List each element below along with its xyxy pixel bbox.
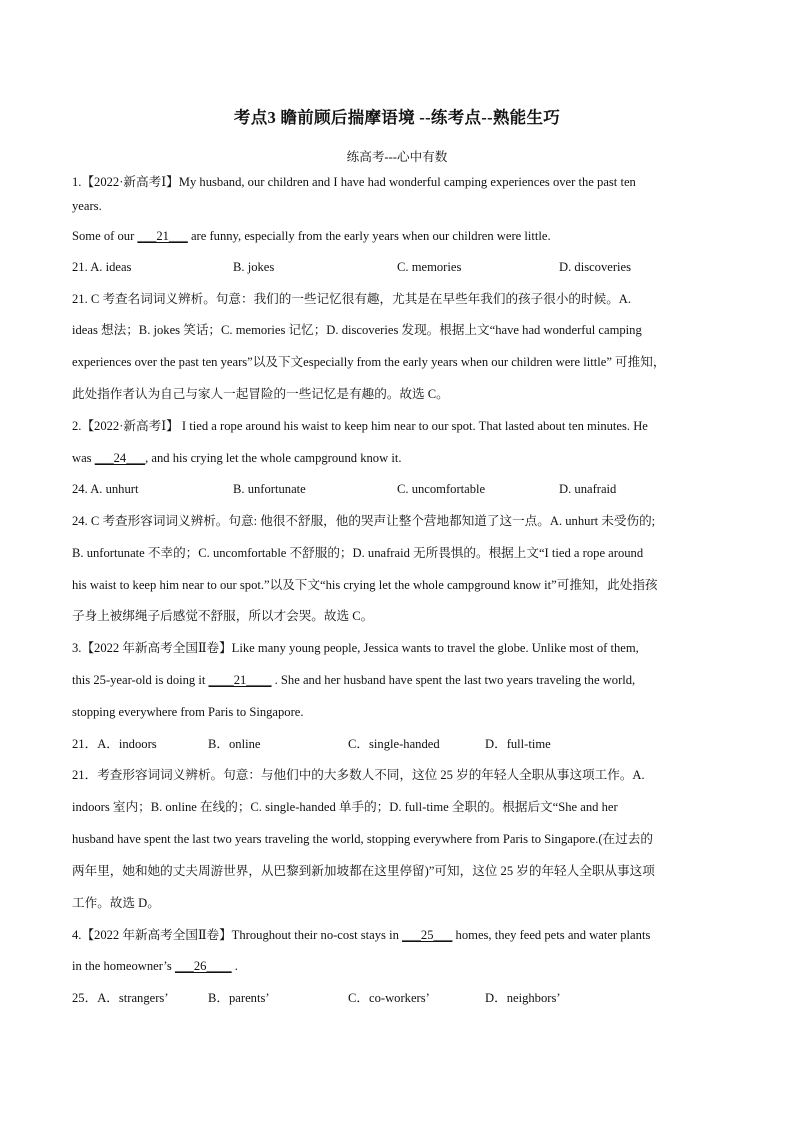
- q4-stem-line-1: [72, 926, 724, 944]
- q2-text-before: was: [72, 451, 95, 465]
- q1-stem-line-2: years.: [72, 199, 102, 213]
- q4-options: [72, 989, 724, 1007]
- q1-answer-line-4: 此处指作者认为自己与家人一起冒险的一些记忆是有趣的。故选 C。: [72, 387, 449, 401]
- q3-option-d: D．full-time: [485, 737, 551, 751]
- q3-answer-line-1: 21．考查形容词词义辨析。句意：与他们中的大多数人不同，这位 25 岁的年轻人全职从事这项工作。A.: [72, 768, 645, 782]
- q1-answer-line-3: experiences over the past ten years”以及下文especially from the early years when our children were little” 可推知，: [72, 355, 666, 369]
- q3-stem-line-3: stopping everywhere from Paris to Singapore.: [72, 705, 304, 719]
- q4-text-before: 4.【2022 年新高考全国Ⅱ卷】Throughout their no-cost stays in: [72, 928, 403, 942]
- q1-text-before: Some of our: [72, 229, 138, 243]
- q3-answer-line-5: 工作。故选 D。: [72, 896, 160, 910]
- q4-option-b: B．parents’: [208, 991, 270, 1005]
- q3-blank: ____21____: [208, 673, 272, 687]
- q2-option-a: 24. A. unhurt: [72, 482, 139, 496]
- q2-stem-line-2: [72, 449, 724, 467]
- q1-option-b: B. jokes: [233, 260, 275, 274]
- q2-text-after: , and his crying let the whole campground know it.: [145, 451, 402, 465]
- q1-options: [72, 258, 724, 276]
- q2-answer-line-3: his waist to keep him near to our spot.”以及下文“his crying let the whole campground know it”可推知，此处指孩: [72, 578, 658, 592]
- q1-answer-line-1: 21. C 考查名词词义辨析。句意：我们的一些记忆很有趣，尤其是在早些年我们的孩子很小的时候。A.: [72, 292, 632, 306]
- q3-answer-line-4: 两年里，她和她的丈夫周游世界，从巴黎到新加坡都在这里停留)”可知，这位 25 岁的年轻人全职从事这项: [72, 864, 655, 878]
- q2-options: [72, 480, 724, 498]
- q1-option-a: 21. A. ideas: [72, 260, 132, 274]
- q4-option-d: D．neighbors’: [485, 991, 561, 1005]
- q4-blank-25: ___25___: [402, 928, 453, 942]
- q2-answer-line-4: 子身上被绑绳子后感觉不舒服，所以才会哭。故选 C。: [72, 609, 374, 623]
- q2-blank: ___24___: [94, 451, 146, 465]
- q4-text-after: homes, they feed pets and water plants: [452, 928, 651, 942]
- q3-text-before: this 25-year-old is doing it: [72, 673, 209, 687]
- q4-text-after-2: .: [231, 959, 238, 973]
- q3-option-a: 21．A．indoors: [72, 737, 157, 751]
- page-subtitle: 练高考---心中有数: [346, 150, 448, 164]
- q3-stem-line-2: [72, 671, 724, 689]
- q4-option-a: 25．A．strangers’: [72, 991, 169, 1005]
- q3-stem-line-1: 3.【2022 年新高考全国Ⅱ卷】Like many young people, Jessica wants to travel the globe. Unlike most of them,: [72, 641, 639, 655]
- q3-answer-line-3: husband have spent the last two years traveling the world, stopping everywhere from Paris to Singapore.(在过去的: [72, 832, 653, 846]
- q2-option-c: C. uncomfortable: [397, 482, 486, 496]
- q4-option-c: C．co-workers’: [348, 991, 430, 1005]
- q2-stem-line-1: 2.【2022·新高考Ⅰ】 I tied a rope around his waist to keep him near to our spot. That lasted about ten minutes. He: [72, 419, 648, 433]
- q3-answer-line-2: indoors 室内；B. online 在线的；C. single-handed 单手的；D. full-time 全职的。根据后文“She and her: [72, 800, 618, 814]
- q2-answer-line-2: B. unfortunate 不幸的；C. uncomfortable 不舒服的；D. unafraid 无所畏惧的。根据上文“I tied a rope around: [72, 546, 644, 560]
- q2-option-b: B. unfortunate: [233, 482, 306, 496]
- q3-option-c: C．single-handed: [348, 737, 440, 751]
- q2-option-d: D. unafraid: [559, 482, 617, 496]
- q4-stem-line-2: [72, 957, 724, 975]
- q1-stem-line-1: 1.【2022·新高考Ⅰ】My husband, our children and I have had wonderful camping experiences over the past ten: [72, 175, 636, 189]
- q3-text-after: . She and her husband have spent the last two years traveling the world,: [271, 673, 636, 687]
- q4-text-before-2: in the homeowner’s: [72, 959, 175, 973]
- q1-option-c: C. memories: [397, 260, 462, 274]
- q1-text-after: are funny, especially from the early years when our children were little.: [187, 229, 551, 243]
- q1-blank: ___21___: [137, 229, 188, 243]
- q3-options: [72, 735, 724, 753]
- q1-option-d: D. discoveries: [559, 260, 632, 274]
- q3-option-b: B．online: [208, 737, 261, 751]
- q4-blank-26: ___26____: [174, 959, 232, 973]
- q1-answer-line-2: ideas 想法；B. jokes 笑话；C. memories 记忆；D. discoveries 发现。根据上文“have had wonderful camping: [72, 323, 642, 337]
- page-title: 考点3 瞻前顾后揣摩语境 --练考点--熟能生巧: [233, 108, 561, 127]
- q1-stem-line-3: [72, 227, 724, 245]
- q2-answer-line-1: 24. C 考查形容词词义辨析。句意: 他很不舒服，他的哭声让整个营地都知道了这一点。A. unhurt 未受伤的;: [72, 514, 656, 528]
